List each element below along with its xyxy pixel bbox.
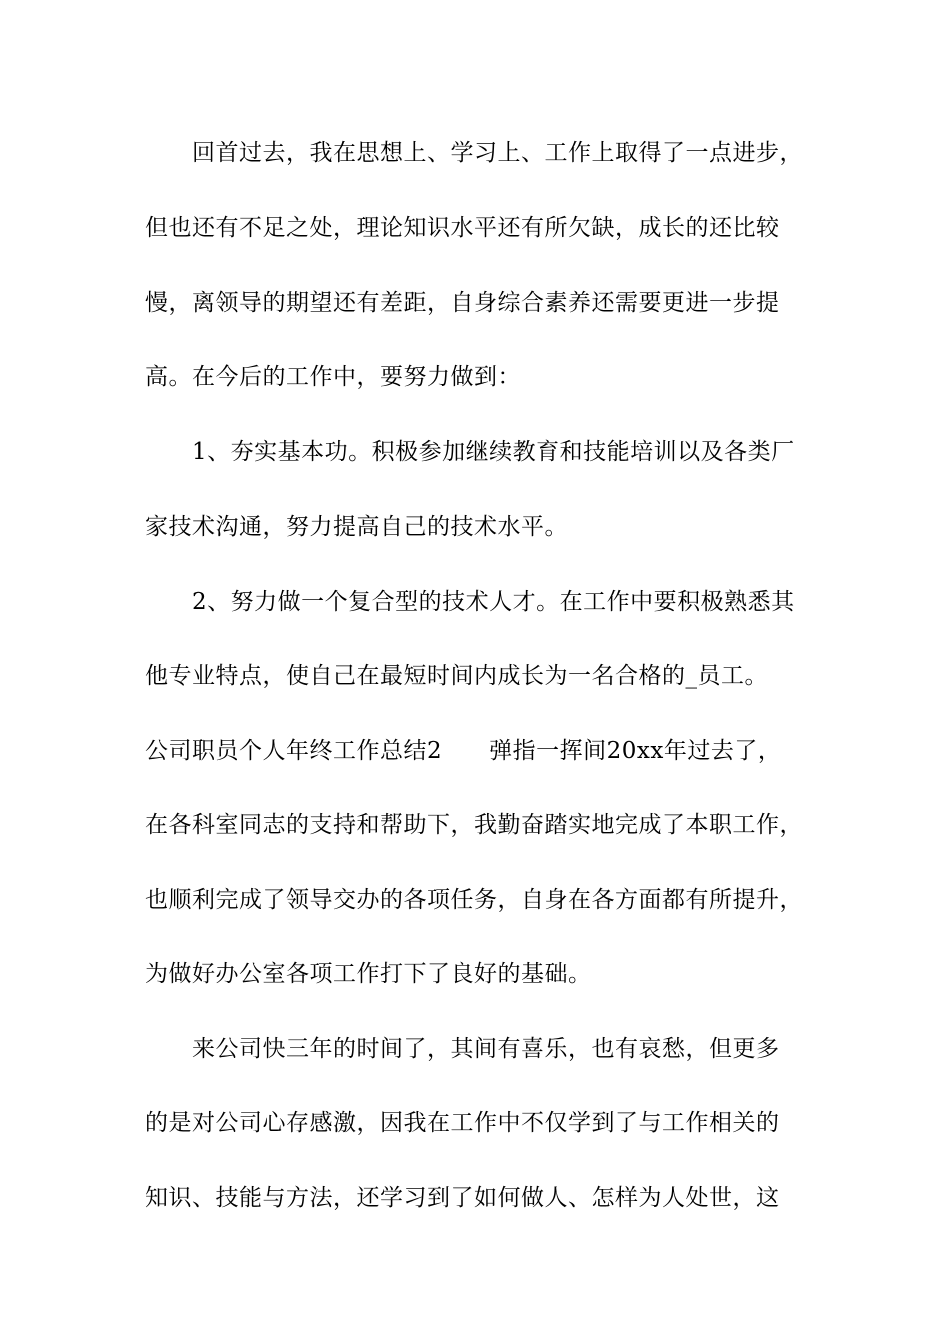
text-line: 慢，离领导的期望还有差距，自身综合素养还需要更进一步提 <box>145 290 780 316</box>
text-line: 来公司快三年的时间了，其间有喜乐，也有哀愁，但更多 <box>192 1036 780 1062</box>
text-line: 回首过去，我在思想上、学习上、工作上取得了一点进步， <box>192 140 803 166</box>
text-line: 1、夯实基本功。积极参加继续教育和技能培训以及各类厂 <box>192 439 795 465</box>
text-line: 家技术沟通，努力提高自己的技术水平。 <box>145 514 568 540</box>
text-line: 也顺利完成了领导交办的各项任务，自身在各方面都有所提升， <box>145 887 803 913</box>
text-line: 他专业特点，使自己在最短时间内成长为一名合格的_员工。 <box>145 663 768 689</box>
text-line: 知识、技能与方法，还学习到了如何做人、怎样为人处世，这 <box>145 1185 780 1211</box>
text-line: 为做好办公室各项工作打下了良好的基础。 <box>145 961 592 987</box>
text-line: 在各科室同志的支持和帮助下，我勤奋踏实地完成了本职工作， <box>145 812 803 838</box>
text-line: 高。在今后的工作中，要努力做到： <box>145 364 521 390</box>
text-line: 2、努力做一个复合型的技术人才。在工作中要积极熟悉其 <box>192 589 795 615</box>
text-line: 的是对公司心存感激，因我在工作中不仅学到了与工作相关的 <box>145 1110 780 1136</box>
text-line: 但也还有不足之处，理论知识水平还有所欠缺，成长的还比较 <box>145 215 780 241</box>
text-line: 公司职员个人年终工作总结2 弹指一挥间20xx年过去了， <box>145 738 782 764</box>
